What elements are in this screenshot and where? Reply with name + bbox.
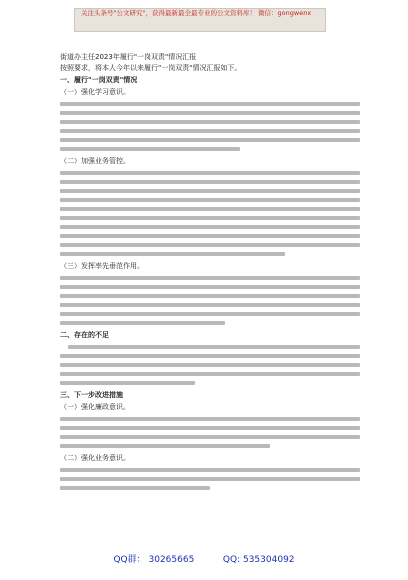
section-heading-1: 一、履行"一岗双责"情况: [60, 76, 138, 84]
promo-banner: [74, 8, 326, 32]
paragraph-2-1: [60, 345, 360, 385]
document-intro: 按照要求，将本人今年以来履行"一岗双责"情况汇报如下。: [60, 64, 242, 72]
subheading-1-3: （三）发挥率先垂范作用。: [60, 262, 144, 270]
section-heading-3: 三、下一步改进措施: [60, 391, 123, 399]
contact-footer: [0, 554, 408, 566]
subheading-3-1: （一）强化廉政意识。: [60, 403, 130, 411]
subheading-1-1: （一）强化学习意识。: [60, 88, 130, 96]
document-title: 街道办主任2023年履行"一岗双责"情况汇报: [60, 53, 197, 61]
banner-line-1: 关注头条号"公文研究"，获得最新最全最专业的公文资料库！ 微信：gongwenx: [81, 9, 312, 17]
paragraph-3-2: [60, 453, 360, 490]
section-heading-2: 二、存在的不足: [60, 331, 109, 339]
subheading-3-2: （二）强化业务意识。: [60, 454, 130, 462]
subheading-1-2: （二）加强业务管控。: [60, 157, 130, 165]
qq-number: QQ: 535304092: [222, 555, 295, 565]
paragraph-1-2: [60, 156, 360, 256]
paragraph-1-3: [60, 261, 360, 325]
qq-group-number: QQ群： 30265665: [113, 555, 195, 565]
document-body: [60, 52, 360, 495]
paragraph-3-1: [60, 402, 360, 448]
paragraph-1-1: [60, 87, 360, 151]
